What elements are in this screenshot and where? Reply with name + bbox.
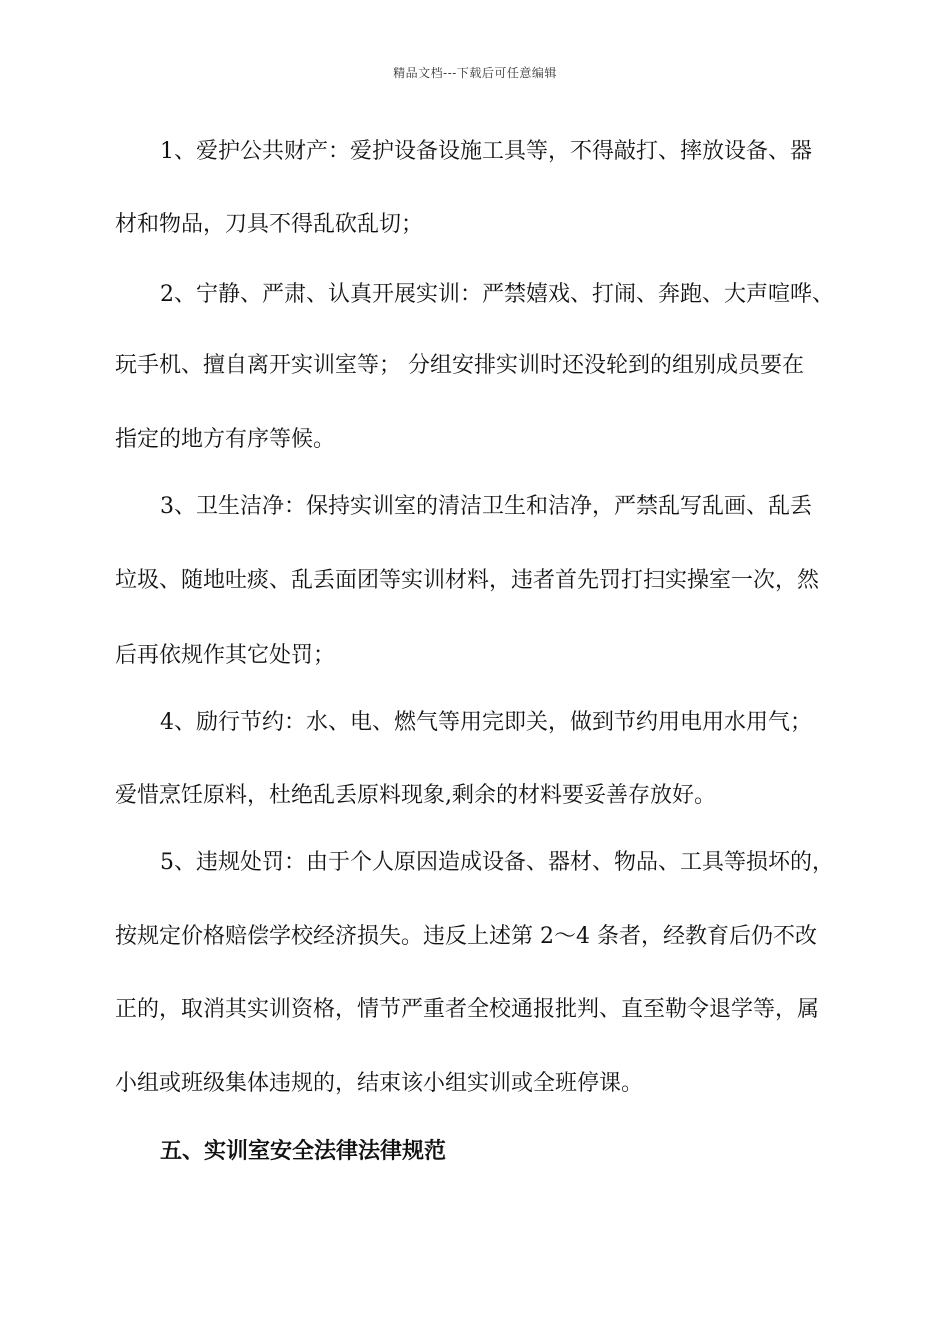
page-header: 精品文档---下载后可任意编辑	[393, 66, 557, 80]
rule-3-line-3: 后再依规作其它处罚；	[115, 643, 336, 668]
section-heading: 五、实训室安全法律法律规范	[160, 1138, 447, 1164]
rule-3-line-2: 垃圾、随地吐痰、乱丢面团等实训材料，违者首先罚打扫实操室一次，然	[115, 568, 820, 593]
rule-2-line-3: 指定的地方有序等候。	[115, 427, 336, 452]
rule-2-line-1: 2、宁静、严肃、认真开展实训：严禁嬉戏、打闹、奔跑、大声喧哗、	[160, 282, 834, 307]
rule-5-line-4: 小组或班级集体违规的，结束该小组实训或全班停课。	[115, 1071, 644, 1096]
rule-4-line-2: 爱惜烹饪原料，杜绝乱丢原料现象,剩余的材料要妥善存放好。	[115, 783, 716, 808]
rule-1-line-2: 材和物品，刀具不得乱砍乱切；	[115, 212, 424, 237]
rule-2-line-2: 玩手机、擅自离开实训室等； 分组安排实训时还没轮到的组别成员要在	[115, 353, 804, 378]
rule-5-line-1: 5、违规处罚：由于个人原因造成设备、器材、物品、工具等损坏的，	[160, 850, 834, 875]
rule-1-line-1: 1、爱护公共财产：爱护设备设施工具等，不得敲打、摔放设备、器	[160, 139, 812, 164]
rule-5-line-3: 正的，取消其实训资格，情节严重者全校通报批判、直至勒令退学等，属	[115, 997, 820, 1022]
rule-3-line-1: 3、卫生洁净：保持实训室的清洁卫生和洁净，严禁乱写乱画、乱丢	[160, 494, 812, 519]
rule-5-line-2: 按规定价格赔偿学校经济损失。违反上述第 2～4 条者，经教育后仍不改	[115, 924, 817, 949]
rule-4-line-1: 4、励行节约：水、电、燃气等用完即关，做到节约用电用水用气；	[160, 710, 812, 735]
